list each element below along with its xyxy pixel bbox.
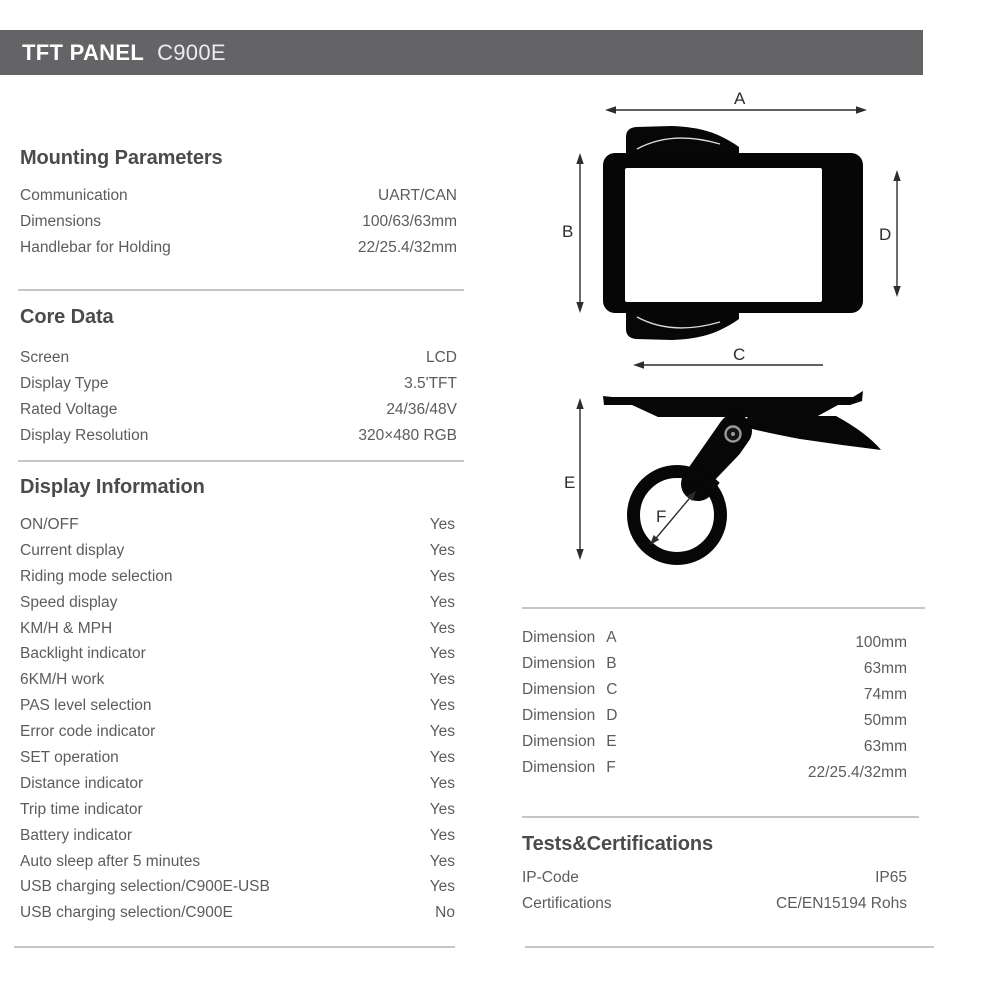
table-row [20, 512, 455, 538]
row-value: Yes [429, 723, 455, 741]
tests-certifications-table [522, 865, 907, 917]
table-row [522, 755, 907, 781]
row-value: Yes [429, 567, 455, 585]
row-label: Screen [20, 349, 70, 366]
display-information-table [20, 512, 455, 926]
row-value: 74mm [863, 686, 907, 703]
row-value: UART/CAN [378, 187, 457, 204]
table-row [20, 616, 455, 642]
table-row [20, 693, 455, 719]
display-side-view [603, 391, 881, 559]
dimension-key: E [606, 733, 617, 750]
dimension-key: C [606, 681, 618, 698]
table-row [20, 371, 457, 397]
row-value: 320×480 RGB [358, 427, 457, 444]
table-row [522, 625, 907, 651]
row-value: 63mm [863, 660, 907, 677]
row-label: Current display [20, 541, 125, 559]
divider [522, 607, 925, 609]
technical-drawing [520, 85, 990, 585]
row-value: 100mm [855, 634, 907, 651]
row-label: Rated Voltage [20, 401, 118, 418]
row-label: PAS level selection [20, 697, 152, 715]
table-row [20, 823, 455, 849]
row-value: No [435, 904, 455, 922]
row-label: Dimensions [20, 213, 101, 230]
product-model: C900E [157, 39, 226, 65]
row-value: CE/EN15194 Rohs [776, 895, 907, 912]
table-row [522, 891, 907, 917]
row-value: 22/25.4/32mm [357, 239, 457, 256]
dimension-letter-f: F [656, 507, 667, 526]
section-title-tests-certifications: Tests&Certifications [522, 833, 714, 855]
table-row [522, 729, 907, 755]
divider [525, 946, 934, 948]
row-value: 50mm [863, 712, 907, 729]
row-value: Yes [429, 749, 455, 767]
row-label: KM/H & MPH [20, 619, 113, 637]
table-row [522, 677, 907, 703]
row-label: Dimension [522, 707, 596, 724]
dimension-key: F [606, 759, 616, 776]
row-value: Yes [429, 697, 455, 715]
row-label: USB charging selection/C900E [20, 904, 233, 922]
dimension-table [522, 625, 907, 781]
mounting-parameters-table [20, 183, 457, 261]
dimension-letter-d: D [879, 225, 892, 244]
row-value: Yes [429, 774, 455, 792]
dimension-letter-a: A [734, 89, 746, 108]
row-label: Dimension [522, 759, 596, 776]
table-row [20, 397, 457, 423]
table-row [522, 865, 907, 891]
dimension-key: B [606, 655, 617, 672]
table-row [20, 874, 455, 900]
dimension-letter-e: E [564, 473, 576, 492]
row-value: Yes [429, 541, 455, 559]
row-label: Communication [20, 187, 128, 204]
row-label: 6KM/H work [20, 671, 105, 689]
row-value: Yes [429, 852, 455, 870]
row-label: IP-Code [522, 869, 579, 886]
row-label: Battery indicator [20, 826, 132, 844]
row-label: Auto sleep after 5 minutes [20, 852, 201, 870]
row-value: Yes [429, 619, 455, 637]
dimension-key: A [606, 629, 617, 646]
row-value: 22/25.4/32mm [807, 764, 907, 781]
row-label: Error code indicator [20, 723, 156, 741]
row-value: 24/36/48V [386, 401, 457, 418]
row-label: ON/OFF [20, 516, 79, 533]
dimension-letter-b: B [562, 222, 574, 241]
section-title-core-data: Core Data [20, 306, 114, 328]
row-label: Dimension [522, 681, 596, 698]
row-value: LCD [425, 349, 457, 366]
table-row [20, 849, 455, 875]
divider [14, 946, 455, 948]
row-value: 3.5'TFT [404, 375, 457, 392]
row-value: Yes [429, 593, 455, 611]
row-value: Yes [429, 671, 455, 689]
table-row [20, 423, 457, 449]
row-value: Yes [429, 800, 455, 818]
row-value: 100/63/63mm [362, 213, 457, 230]
table-row [20, 590, 455, 616]
dimension-key: D [606, 707, 618, 724]
row-label: Distance indicator [20, 774, 144, 792]
table-row [20, 797, 455, 823]
table-row [20, 771, 455, 797]
row-label: Speed display [20, 593, 118, 611]
table-row [20, 538, 455, 564]
table-row [20, 667, 455, 693]
divider [18, 289, 464, 291]
row-label: USB charging selection/C900E-USB [20, 878, 270, 896]
table-row [522, 703, 907, 729]
row-value: Yes [429, 645, 455, 663]
row-value: 63mm [863, 738, 907, 755]
title-bar [0, 30, 923, 75]
product-category-title: TFT PANEL [22, 39, 145, 65]
divider [18, 460, 464, 462]
table-row [20, 564, 455, 590]
row-value: Yes [429, 878, 455, 896]
row-value: IP65 [875, 869, 907, 886]
table-row [20, 209, 457, 235]
table-row [20, 719, 455, 745]
row-label: Backlight indicator [20, 645, 146, 663]
row-label: Handlebar for Holding [20, 239, 171, 256]
table-row [522, 651, 907, 677]
section-title-display-information: Display Information [20, 476, 205, 498]
row-label: SET operation [20, 749, 119, 767]
row-label: Trip time indicator [20, 800, 143, 818]
table-row [20, 235, 457, 261]
row-label: Dimension [522, 655, 596, 672]
table-row [20, 183, 457, 209]
dimension-letter-c: C [733, 345, 746, 364]
row-label: Dimension [522, 629, 596, 646]
section-title-mounting-parameters: Mounting Parameters [20, 147, 223, 169]
row-label: Display Resolution [20, 427, 149, 444]
divider [522, 816, 919, 818]
table-row [20, 345, 457, 371]
table-row [20, 900, 455, 926]
table-row [20, 745, 455, 771]
row-label: Riding mode selection [20, 567, 173, 585]
display-front-view [603, 126, 863, 340]
row-value: Yes [429, 516, 455, 533]
table-row [20, 641, 455, 667]
row-label: Display Type [20, 375, 109, 392]
row-value: Yes [429, 826, 455, 844]
core-data-table [20, 345, 457, 449]
row-label: Certifications [522, 895, 612, 912]
row-label: Dimension [522, 733, 596, 750]
